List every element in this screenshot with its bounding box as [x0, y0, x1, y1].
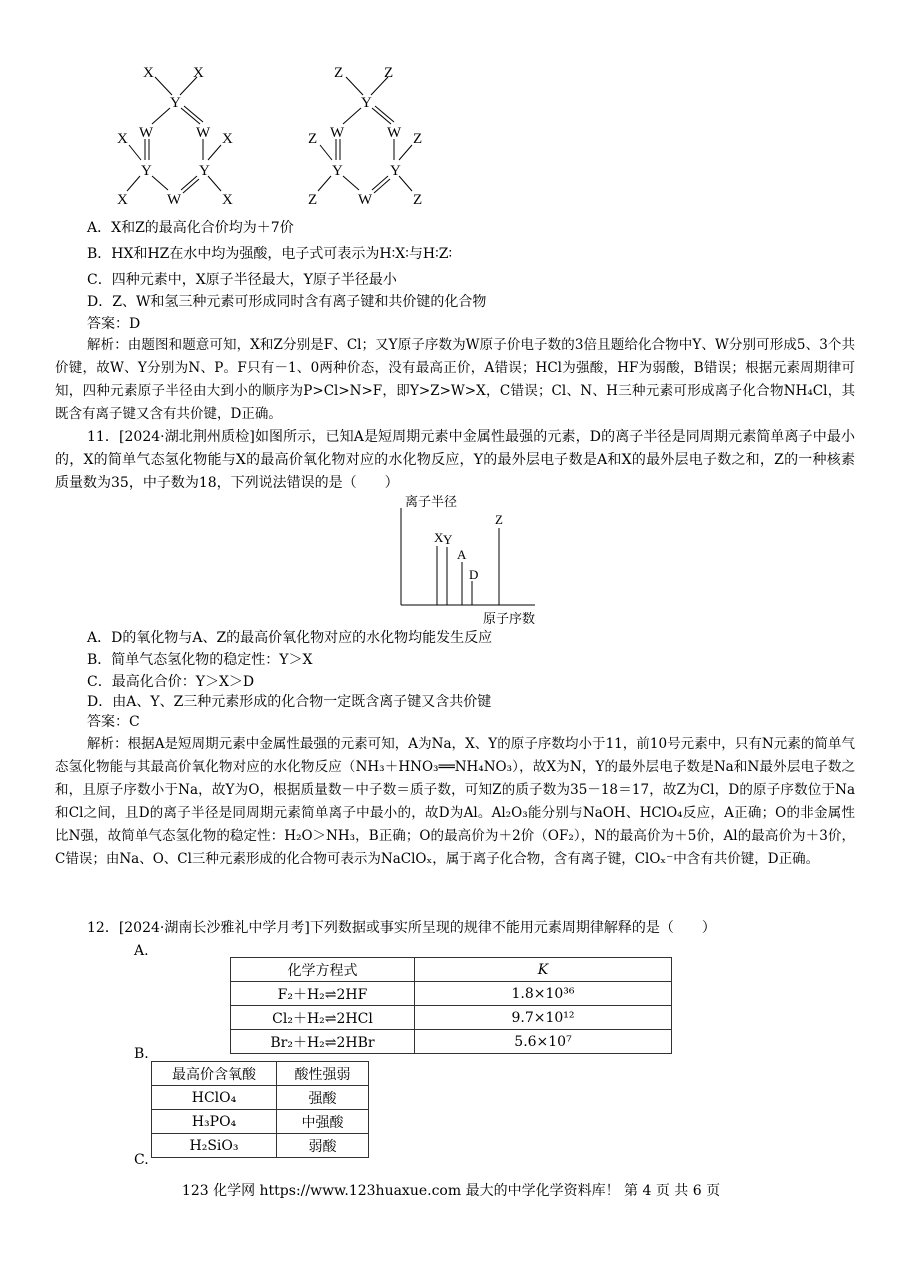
s1-x-midleft: X [117, 131, 128, 147]
label-z: Z [495, 512, 503, 527]
s1-y-left: Y [141, 163, 152, 179]
structure-diagrams [0, 0, 902, 215]
q11-stem: 11．[2024·湖北荆州质检]如图所示，已知A是短周期元素中金属性最强的元素，D的离子半径是同周期元素简单离子中最小的，X的简单气态氢化物能与X的最高价氧化物对应的水化物反应，Y的最外层电子数是A和X的最外层电子数之和，Z的一种核素质量数为35，中子数为18，下列说法错误的是（ ） [55, 429, 855, 491]
q11-option-b: B．简单气态氢化物的稳定性：Y＞X [87, 652, 313, 668]
ion-radius-chart [0, 490, 902, 630]
q11-option-c: C．最高化合价：Y＞X＞D [87, 674, 255, 690]
label-x: X [434, 530, 444, 545]
s1-y-top: Y [170, 95, 181, 111]
table-row [152, 1110, 369, 1134]
q12-option-a: A. [134, 943, 149, 959]
s2-z-botleft: Z [308, 192, 318, 208]
table-b [151, 1061, 369, 1158]
table-row [231, 982, 672, 1006]
s1-w-right: W [196, 125, 211, 141]
s2-z-midright: Z [413, 131, 423, 147]
q11-option-a: A．D的氧化物与A、Z的最高价氧化物对应的水化物均能发生反应 [87, 630, 493, 646]
table-cell: 弱酸 [277, 1134, 369, 1158]
table-cell: Br₂＋H₂⇌2HBr [231, 1030, 415, 1054]
q12-option-b: B. [134, 1046, 149, 1062]
table-row [152, 1086, 369, 1110]
q10-option-c: C．四种元素中，X原子半径最大，Y原子半径最小 [87, 272, 397, 288]
q11-answer: 答案：C [87, 714, 140, 730]
table-cell: 5.6×10⁷ [415, 1030, 672, 1054]
s2-w-right: W [387, 125, 402, 141]
s1-x-midright: X [222, 131, 233, 147]
q12-stem: 12．[2024·湖南长沙雅礼中学月考]下列数据或事实所呈现的规律不能用元素周期律解释的是（ ） [87, 920, 716, 936]
table-cell: HClO₄ [152, 1086, 277, 1110]
s1-top-right: X [193, 65, 204, 81]
s2-top-right: Z [384, 65, 394, 81]
s2-y-right: Y [390, 163, 401, 179]
q12-option-c: C. [134, 1152, 149, 1168]
s1-top-left: X [143, 65, 154, 81]
q10-option-b: B．HX和HZ在水中均为强酸，电子式可表示为H∶X∶与H∶Z∶ [87, 246, 453, 262]
s1-w-bottom: W [167, 192, 182, 208]
q10-answer: 答案：D [87, 316, 141, 332]
table-cell: 1.8×10³⁶ [415, 982, 672, 1006]
table-cell: 强酸 [277, 1086, 369, 1110]
table-row [152, 1134, 369, 1158]
table-row [231, 1006, 672, 1030]
table-a-header: 化学方程式 [231, 958, 415, 982]
s2-y-top: Y [361, 95, 372, 111]
s1-y-right: Y [199, 163, 210, 179]
s2-w-bottom: W [358, 192, 373, 208]
chart-ylabel: 离子半径 [405, 494, 458, 509]
s2-z-midleft: Z [308, 131, 318, 147]
chart-xlabel: 原子序数 [483, 611, 536, 626]
s2-top-left: Z [334, 65, 344, 81]
s1-x-botright: X [222, 192, 233, 208]
s2-w-left: W [330, 125, 345, 141]
table-a-header: K [415, 958, 672, 982]
table-a [230, 957, 672, 1054]
s2-z-botright: Z [413, 192, 423, 208]
label-d: D [469, 567, 479, 582]
q10-option-a: A．X和Z的最高化合价均为＋7价 [87, 220, 294, 236]
label-a: A [457, 547, 467, 562]
table-cell: H₃PO₄ [152, 1110, 277, 1134]
table-b-header: 酸性强弱 [277, 1062, 369, 1086]
table-cell: F₂＋H₂⇌2HF [231, 982, 415, 1006]
q11-option-d: D．由A、Y、Z三种元素形成的化合物一定既含离子键又含共价键 [87, 694, 492, 710]
label-y: Y [443, 532, 453, 547]
table-b-header: 最高价含氧酸 [152, 1062, 277, 1086]
q11-analysis: 解析：根据A是短周期元素中金属性最强的元素可知，A为Na，X、Y的原子序数均小于11，前10号元素中，只有N元素的简单气态氢化物能与其最高价氧化物对应的水化物反应（NH₃＋HNO₃══NH₄NO₃），故X为N，Y的最外层电子数是Na和N最外层电子数之和，且原子序数小于Na，故Y为O，根据质量数－中子数＝质子数，可知Z的质子数为35－18＝17，故Z为Cl，D的原子序数位于Na和Cl之间，且D的离子半径是同周期元素简单离子中最小的，故D为Al。Al₂O₃能分别与NaOH、HClO₄反应，A正确；O的非金属性比N强，故简单气态氢化物的稳定性：H₂O＞NH₃，B正确；O的最高价为＋2价（OF₂），N的最高价为＋5价，Al的最高价为＋3价，C错误；由Na、O、Cl三种元素形成的化合物可表示为NaClOₓ，属于离子化合物，含有离子键，ClOₓ⁻中含有共价键，D正确。 [55, 736, 855, 867]
table-row [231, 1030, 672, 1054]
table-cell: Cl₂＋H₂⇌2HCl [231, 1006, 415, 1030]
table-cell: 中强酸 [277, 1110, 369, 1134]
table-cell: 9.7×10¹² [415, 1006, 672, 1030]
s2-y-left: Y [332, 163, 343, 179]
s1-w-left: W [139, 125, 154, 141]
q10-option-d: D．Z、W和氢三种元素可形成同时含有离子键和共价键的化合物 [87, 294, 487, 310]
q10-analysis: 解析：由题图和题意可知，X和Z分别是F、Cl；又Y原子序数为W原子价电子数的3倍且题给化合物中Y、W分别可形成5、3个共价键，故W、Y分别为N、P。F只有－1、0两种价态，没有最高正价，A错误；HCl为强酸，HF为弱酸，B错误；根据元素周期律可知，四种元素原子半径由大到小的顺序为P>Cl>N>F，即Y>Z>W>X，C错误；Cl、N、H三种元素可形成离子化合物NH₄Cl，其既含有离子键又含有共价键，D正确。 [55, 337, 855, 422]
table-cell: H₂SiO₃ [152, 1134, 277, 1158]
page-footer: 123 化学网 https://www.123huaxue.com 最大的中学化学资料库！ 第 4 页 共 6 页 [181, 1183, 721, 1199]
s1-x-botleft: X [117, 192, 128, 208]
